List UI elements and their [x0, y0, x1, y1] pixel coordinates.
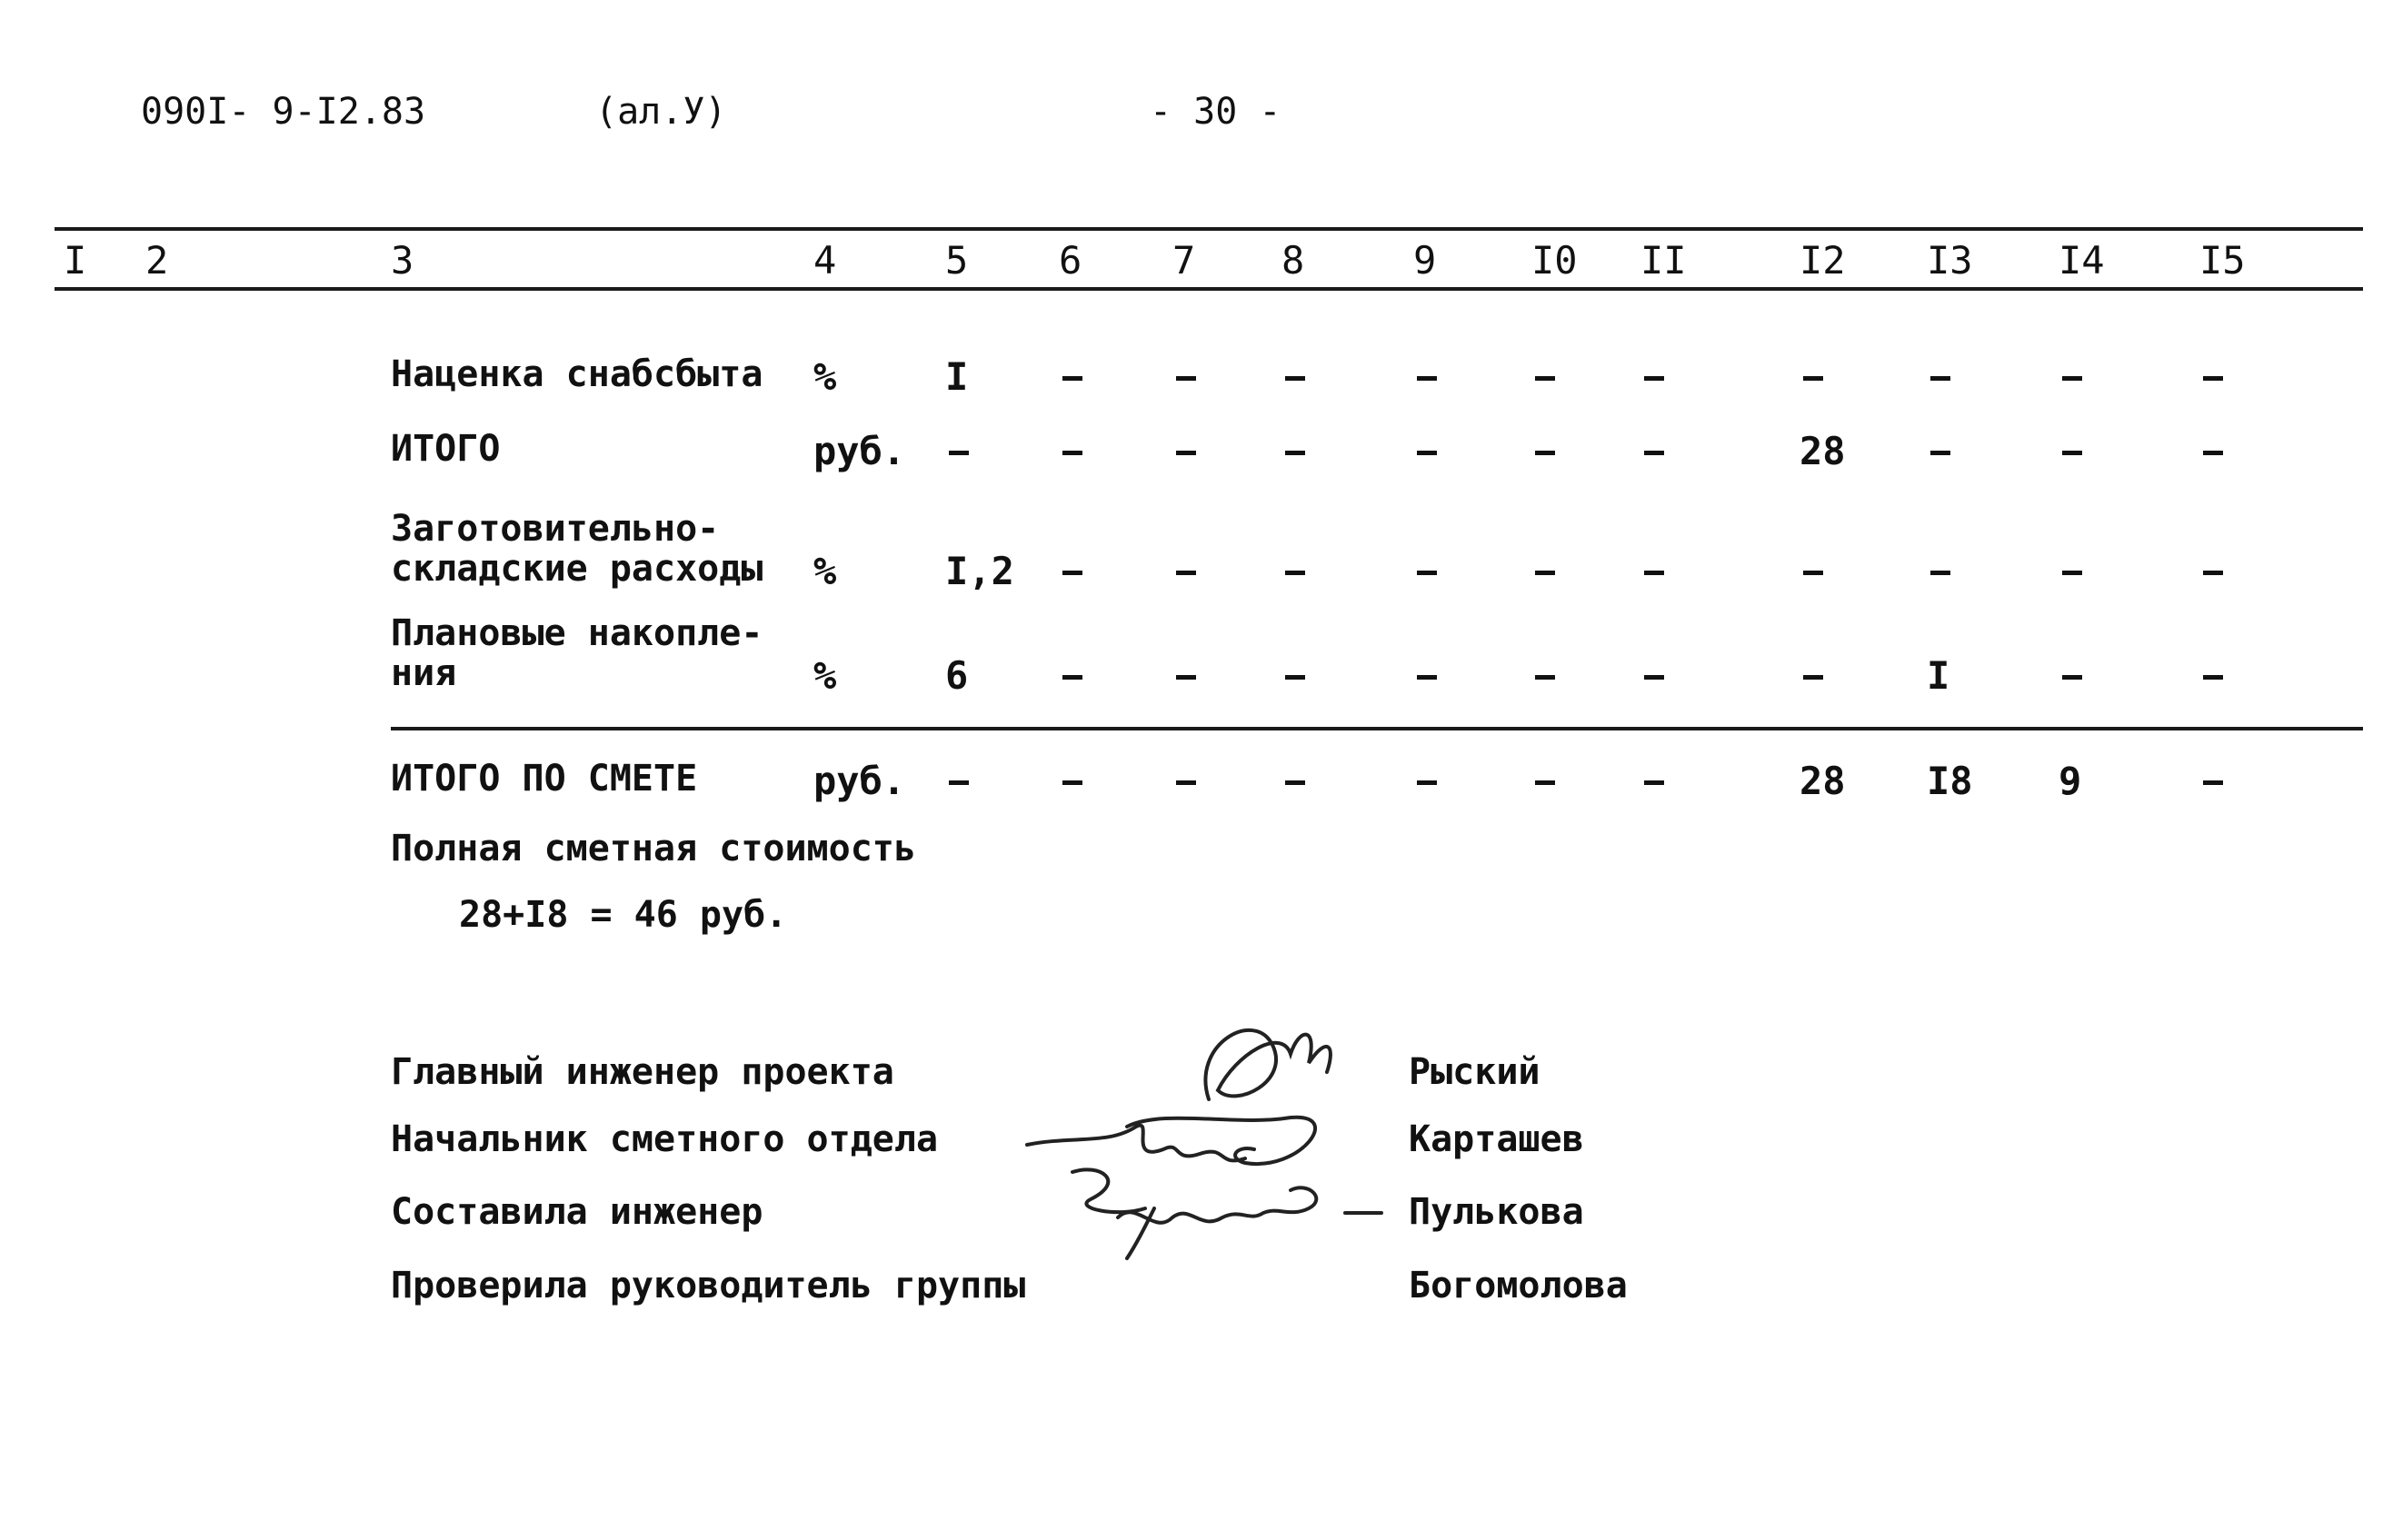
summary-formula: 28+I8 = 46 руб.: [459, 894, 788, 936]
row-value: 28: [1800, 429, 1846, 473]
row-value: I,2: [945, 549, 1014, 593]
summary-title: Полная сметная стоимость: [391, 828, 916, 869]
column-number: 3: [391, 238, 414, 283]
row-label: складские расходы: [391, 548, 763, 590]
column-number: I4: [2059, 238, 2105, 283]
total-label: ИТОГО ПО СМЕТЕ: [391, 758, 698, 800]
column-number: 5: [945, 238, 969, 283]
column-number: I5: [2199, 238, 2246, 283]
table-header-rule: [55, 287, 2363, 291]
column-number: I3: [1927, 238, 1973, 283]
row-value-dash: [1285, 376, 1305, 381]
column-number: I2: [1800, 238, 1846, 283]
column-number: 2: [145, 238, 169, 283]
row-value-dash: [1417, 376, 1437, 381]
row-value-dash: [1644, 675, 1664, 680]
row-value-dash: [1535, 451, 1555, 455]
handwritten-signatures: [1018, 990, 1418, 1263]
total-value-dash: [2203, 780, 2223, 785]
column-number: I0: [1531, 238, 1578, 283]
row-value-dash: [1062, 376, 1082, 381]
row-value-dash: [2062, 376, 2082, 381]
row-value-dash: [1285, 571, 1305, 575]
row-value-dash: [1176, 675, 1196, 680]
column-number: 7: [1172, 238, 1196, 283]
row-value-dash: [1062, 451, 1082, 455]
row-unit: руб.: [813, 429, 906, 473]
signature-name: Карташев: [1409, 1118, 1584, 1160]
row-value-dash: [2203, 451, 2223, 455]
row-label: Заготовительно-: [391, 508, 720, 550]
album-label: (ал.У): [595, 91, 727, 133]
row-value-dash: [2203, 376, 2223, 381]
row-value: I: [945, 354, 969, 399]
row-unit: %: [813, 354, 837, 399]
signature-role: Составила инженер: [391, 1191, 763, 1233]
row-label: Плановые накопле-: [391, 612, 763, 654]
signature-role: Главный инженер проекта: [391, 1051, 894, 1093]
row-value-dash: [1930, 376, 1950, 381]
row-unit: %: [813, 549, 837, 593]
row-value-dash: [1930, 571, 1950, 575]
signature-role: Начальник сметного отдела: [391, 1118, 939, 1160]
row-value-dash: [1417, 571, 1437, 575]
row-value-dash: [2062, 451, 2082, 455]
row-value-dash: [1062, 571, 1082, 575]
signature-name: Богомолова: [1409, 1265, 1628, 1307]
row-value-dash: [1285, 675, 1305, 680]
row-value-dash: [1285, 451, 1305, 455]
signature-role: Проверила руководитель группы: [391, 1265, 1026, 1307]
row-value-dash: [2203, 675, 2223, 680]
row-value-dash: [1176, 376, 1196, 381]
total-value-dash: [1062, 780, 1082, 785]
total-value: 9: [2059, 759, 2082, 803]
row-value-dash: [1176, 571, 1196, 575]
row-value-dash: [1803, 675, 1823, 680]
total-value-dash: [949, 780, 969, 785]
total-value-dash: [1417, 780, 1437, 785]
total-value-dash: [1176, 780, 1196, 785]
row-value-dash: [1535, 571, 1555, 575]
row-value-dash: [1644, 376, 1664, 381]
row-value-dash: [2062, 675, 2082, 680]
row-value: 6: [945, 653, 969, 698]
row-label: ния: [391, 652, 457, 694]
row-value-dash: [1644, 571, 1664, 575]
total-value: 28: [1800, 759, 1846, 803]
column-number: 4: [813, 238, 837, 283]
row-label: Наценка снабсбыта: [391, 353, 763, 395]
row-value-dash: [1417, 675, 1437, 680]
row-value-dash: [1644, 451, 1664, 455]
row-value-dash: [2203, 571, 2223, 575]
row-value-dash: [1930, 451, 1950, 455]
row-value-dash: [1535, 675, 1555, 680]
row-label: ИТОГО: [391, 428, 501, 470]
total-value: I8: [1927, 759, 1973, 803]
row-value-dash: [1803, 376, 1823, 381]
column-number: II: [1640, 238, 1687, 283]
column-number: 6: [1059, 238, 1082, 283]
table-top-rule: [55, 227, 2363, 231]
total-unit: руб.: [813, 759, 906, 803]
doc-code: 090I- 9-I2.83: [141, 91, 426, 133]
column-number: I: [64, 238, 87, 283]
row-value-dash: [2062, 571, 2082, 575]
page-number: - 30 -: [1150, 91, 1281, 133]
row-value: I: [1927, 653, 1950, 698]
row-value-dash: [1417, 451, 1437, 455]
total-value-dash: [1285, 780, 1305, 785]
signature-name: Пулькова: [1409, 1191, 1584, 1233]
column-number: 9: [1413, 238, 1437, 283]
signature-name: Рыский: [1409, 1051, 1540, 1093]
row-value-dash: [949, 451, 969, 455]
total-value-dash: [1535, 780, 1555, 785]
column-number: 8: [1281, 238, 1305, 283]
row-value-dash: [1062, 675, 1082, 680]
row-value-dash: [1176, 451, 1196, 455]
row-unit: %: [813, 653, 837, 698]
row-value-dash: [1803, 571, 1823, 575]
total-rule: [391, 727, 2363, 730]
row-value-dash: [1535, 376, 1555, 381]
total-value-dash: [1644, 780, 1664, 785]
